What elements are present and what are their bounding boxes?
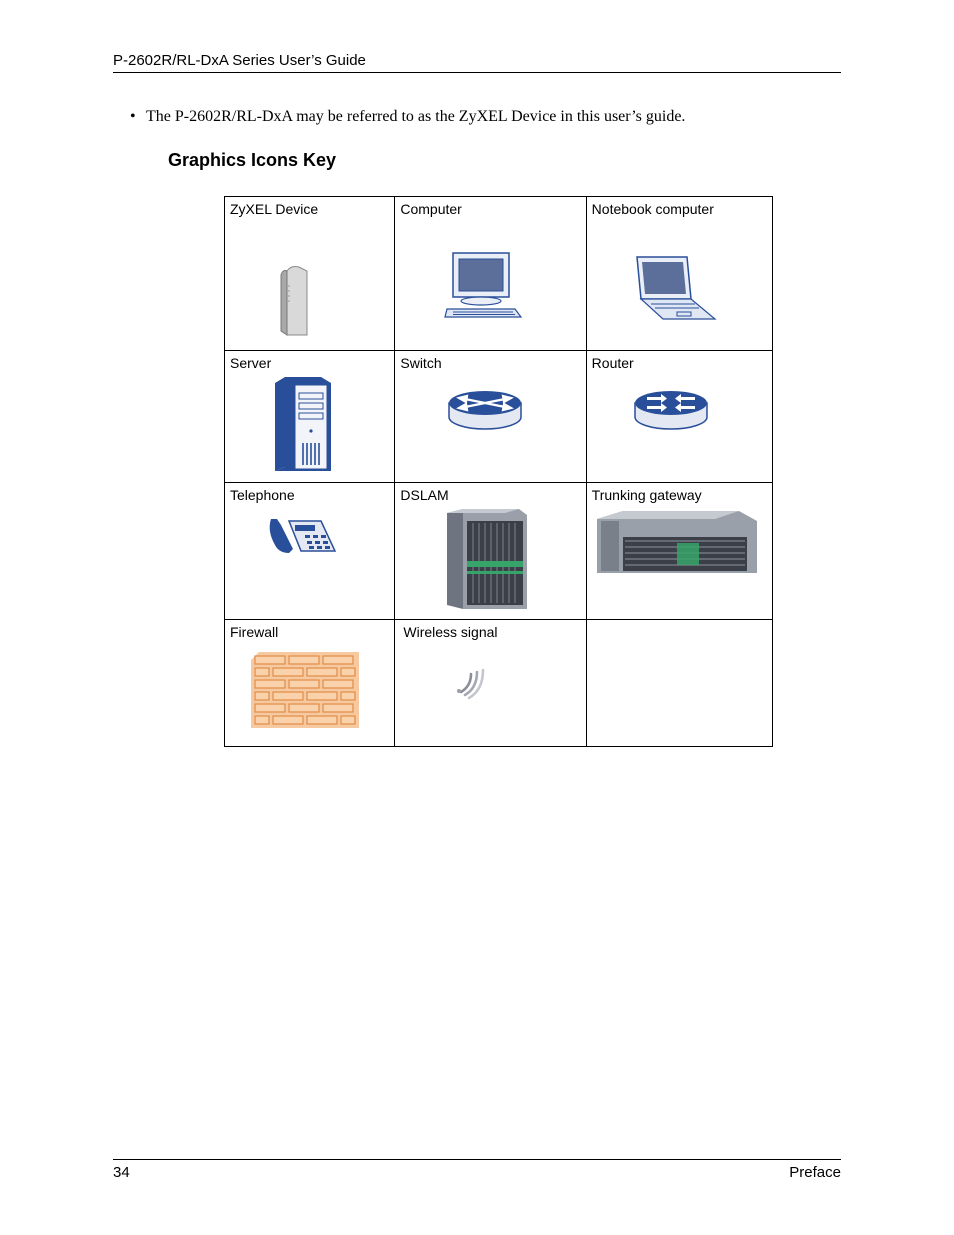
cell-label: Wireless signal [403,624,498,640]
page-number: 34 [113,1164,130,1181]
table-row [225,351,773,483]
cell-label: Telephone [230,487,295,503]
table-cell [586,197,772,351]
section-title: Graphics Icons Key [168,150,337,170]
table-cell [225,351,395,483]
bullet-item [130,108,685,126]
table-row [225,620,773,747]
computer-icon [443,251,525,321]
switch-icon [447,389,523,433]
router-icon [633,389,709,433]
page-header [113,52,841,73]
table-cell [586,351,772,483]
table-row [225,197,773,351]
table-cell [395,197,586,351]
cell-label: DSLAM [400,487,449,503]
table-cell [395,620,586,747]
trunking-gateway-icon [595,509,759,575]
cell-label: Computer [400,201,462,217]
bullet-dot: • [130,108,136,125]
server-icon [273,375,335,473]
telephone-icon [265,517,339,557]
bullet-text: The P-2602R/RL-DxA may be referred to as the ZyXEL Device in this user’s guide. [146,108,686,125]
cell-label: Trunking gateway [591,487,702,503]
cell-label: Firewall [230,624,279,640]
notebook-computer-icon [631,255,719,323]
zyxel-device-icon [277,265,319,337]
cell-label: ZyXEL Device [230,201,319,217]
cell-label: Notebook computer [591,201,714,217]
cell-label: Server [230,355,272,371]
firewall-icon [249,650,361,730]
header-title: P-2602R/RL-DxA Series User’s Guide [113,52,366,69]
table-cell [395,483,586,620]
table-cell [586,483,772,620]
page-footer [113,1159,841,1184]
wireless-signal-icon [455,666,489,700]
table-cell [225,197,395,351]
table-row [225,483,773,620]
cell-label: Router [591,355,634,371]
table-cell-empty [586,620,772,747]
table-cell [395,351,586,483]
table-cell [225,620,395,747]
footer-section: Preface [789,1164,841,1181]
cell-label: Switch [400,355,442,371]
graphics-icons-table [224,196,773,747]
dslam-icon [445,507,529,611]
table-cell [225,483,395,620]
